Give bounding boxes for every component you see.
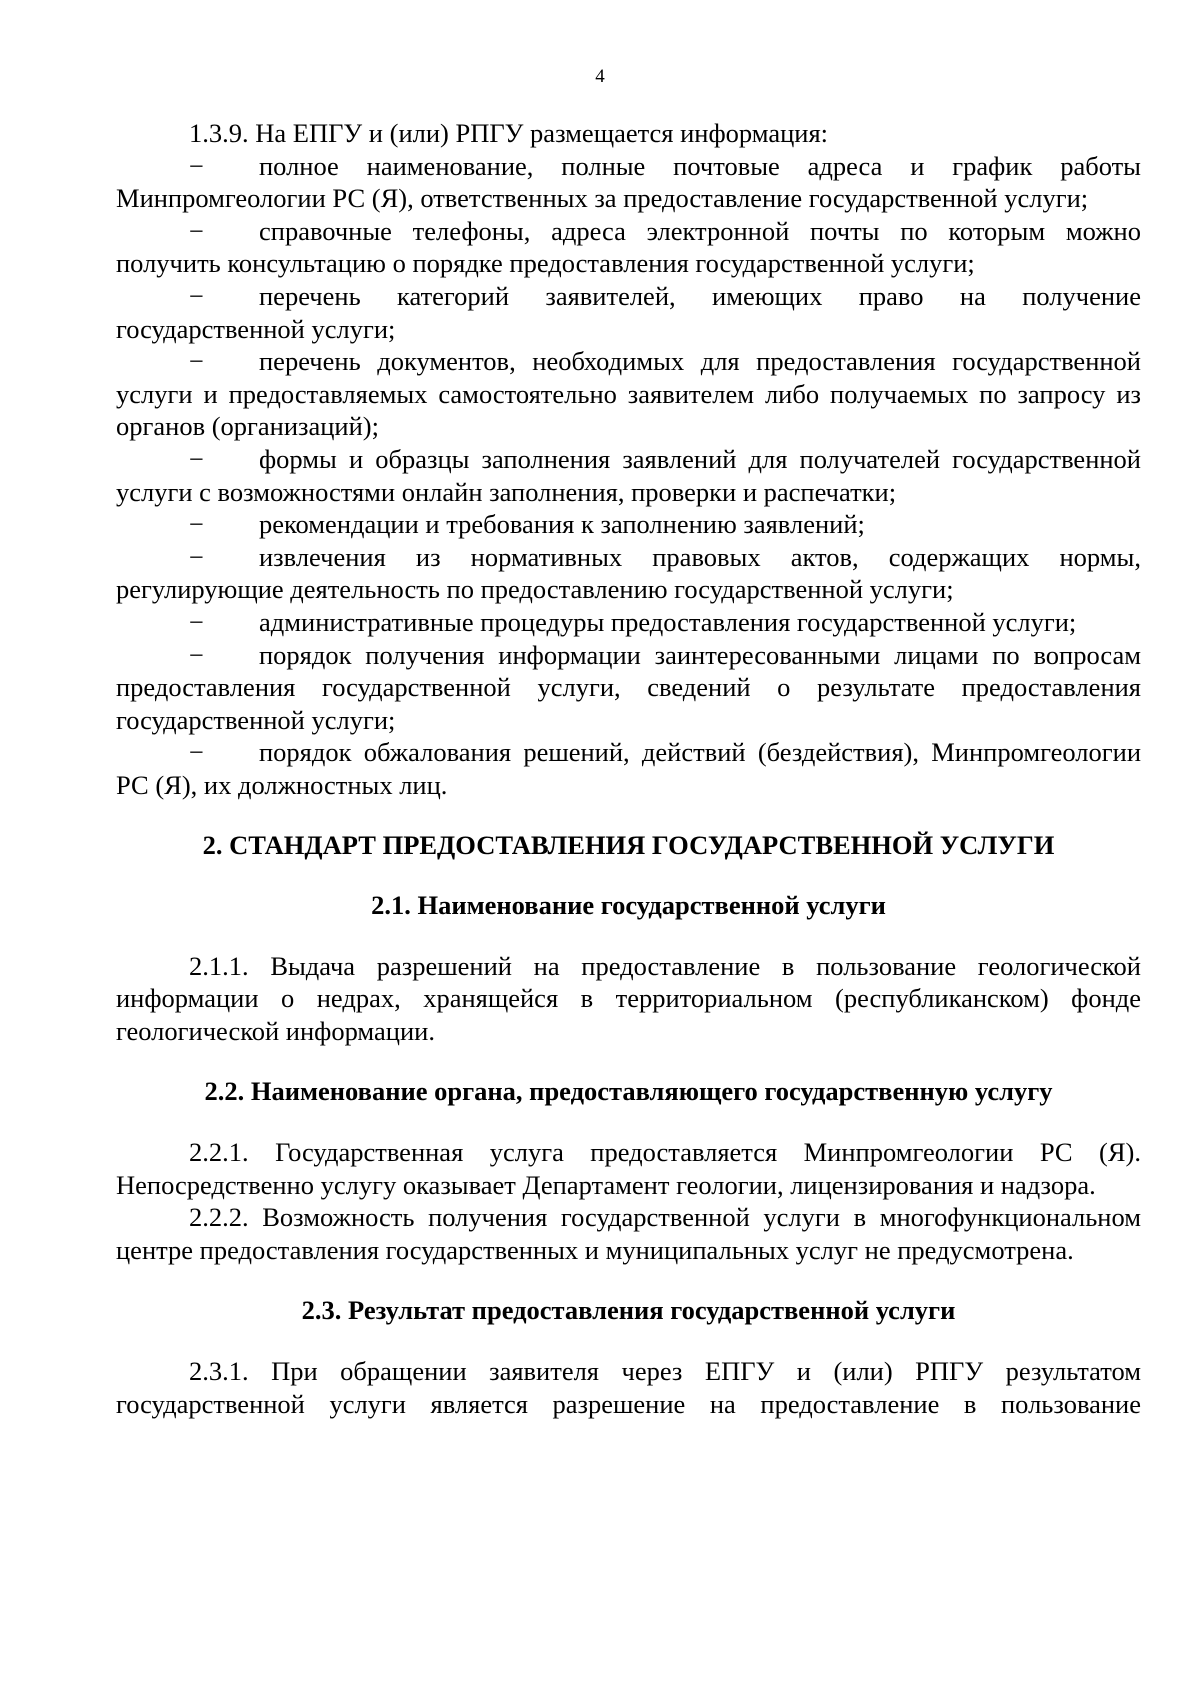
list-item-text: полное наименование, полные почтовые адреса и график работы Минпромгеологии РС (Я), ответственных за предоставление государственной услуги;	[116, 150, 1141, 214]
document-body	[116, 117, 1141, 1420]
paragraph-2-2-1: 2.2.1. Государственная услуга предоставляется Минпромгеологии РС (Я). Непосредственно услугу оказывает Департамент геологии, лицензирования и надзора.	[116, 1137, 1141, 1200]
list-item	[116, 541, 1141, 606]
paragraph-1-3-9: 1.3.9. На ЕПГУ и (или) РПГУ размещается информация:	[189, 118, 829, 148]
list-item	[116, 215, 1141, 280]
list-item	[116, 736, 1141, 801]
spacer	[116, 1266, 1141, 1294]
list-item-text: справочные телефоны, адреса электронной почты по которым можно получить консультацию о порядке предоставления государственной услуги;	[116, 215, 1141, 279]
list-item	[116, 606, 1141, 639]
paragraph-2-2-2: 2.2.2. Возможность получения государственной услуги в многофункциональном центре предоставления государственных и муниципальных услуг не предусмотрена.	[116, 1202, 1141, 1265]
list-item-text: порядок получения информации заинтересованными лицами по вопросам предоставления государственной услуги, сведений о результате предоставления государственной услуги;	[116, 639, 1141, 735]
paragraph-2-3-1: 2.3.1. При обращении заявителя через ЕПГУ и (или) РПГУ результатом государственной услуги является разрешение на предоставление в пользование	[116, 1356, 1141, 1419]
list-item-text: извлечения из нормативных правовых актов, содержащих нормы, регулирующие деятельность по предоставлению государственной услуги;	[116, 541, 1141, 605]
list-item	[116, 508, 1141, 541]
dash-marker: −	[189, 639, 204, 670]
page-number: 4	[595, 66, 605, 87]
paragraph-2-1-1: 2.1.1. Выдача разрешений на предоставление в пользование геологической информации о недрах, хранящейся в территориальном (республиканском) фонде геологической информации.	[116, 950, 1141, 1046]
section-2-3-title: 2.3. Результат предоставления государственной услуги	[301, 1295, 956, 1326]
list-item-text: порядок обжалования решений, действий (бездействия), Минпромгеологии РС (Я), их должностных лиц.	[116, 737, 1141, 800]
dash-marker: −	[189, 606, 204, 637]
spacer	[116, 1047, 1141, 1075]
dash-marker: −	[189, 346, 204, 377]
list-item-text: перечень категорий заявителей, имеющих право на получение государственной услуги;	[116, 280, 1141, 344]
dash-marker: −	[189, 280, 204, 311]
list-item	[116, 280, 1141, 345]
list-item	[116, 150, 1141, 215]
dash-marker: −	[189, 150, 204, 181]
dash-marker: −	[189, 509, 204, 540]
section-2-1-title: 2.1. Наименование государственной услуги	[371, 890, 886, 921]
list-item	[116, 639, 1141, 737]
list-item	[116, 443, 1141, 508]
dash-marker: −	[189, 737, 204, 768]
info-list	[116, 150, 1141, 802]
dash-marker: −	[189, 541, 204, 572]
list-item-text: перечень документов, необходимых для предоставления государственной услуги и предоставляемых самостоятельно заявителем либо получаемых по запросу из органов (организаций);	[116, 346, 1141, 442]
list-item-text: рекомендации и требования к заполнению заявлений;	[259, 509, 865, 540]
dash-marker: −	[189, 443, 204, 474]
list-item-text: формы и образцы заполнения заявлений для получателей государственной услуги с возможностями онлайн заполнения, проверки и распечатки;	[116, 443, 1141, 507]
list-item-text: административные процедуры предоставления государственной услуги;	[259, 606, 1077, 637]
dash-marker: −	[189, 215, 204, 246]
section-2-title: 2. СТАНДАРТ ПРЕДОСТАВЛЕНИЯ ГОСУДАРСТВЕННОЙ УСЛУГИ	[202, 830, 1055, 861]
list-item	[116, 345, 1141, 443]
section-2-2-title: 2.2. Наименование органа, предоставляющего государственную услугу	[204, 1076, 1053, 1107]
